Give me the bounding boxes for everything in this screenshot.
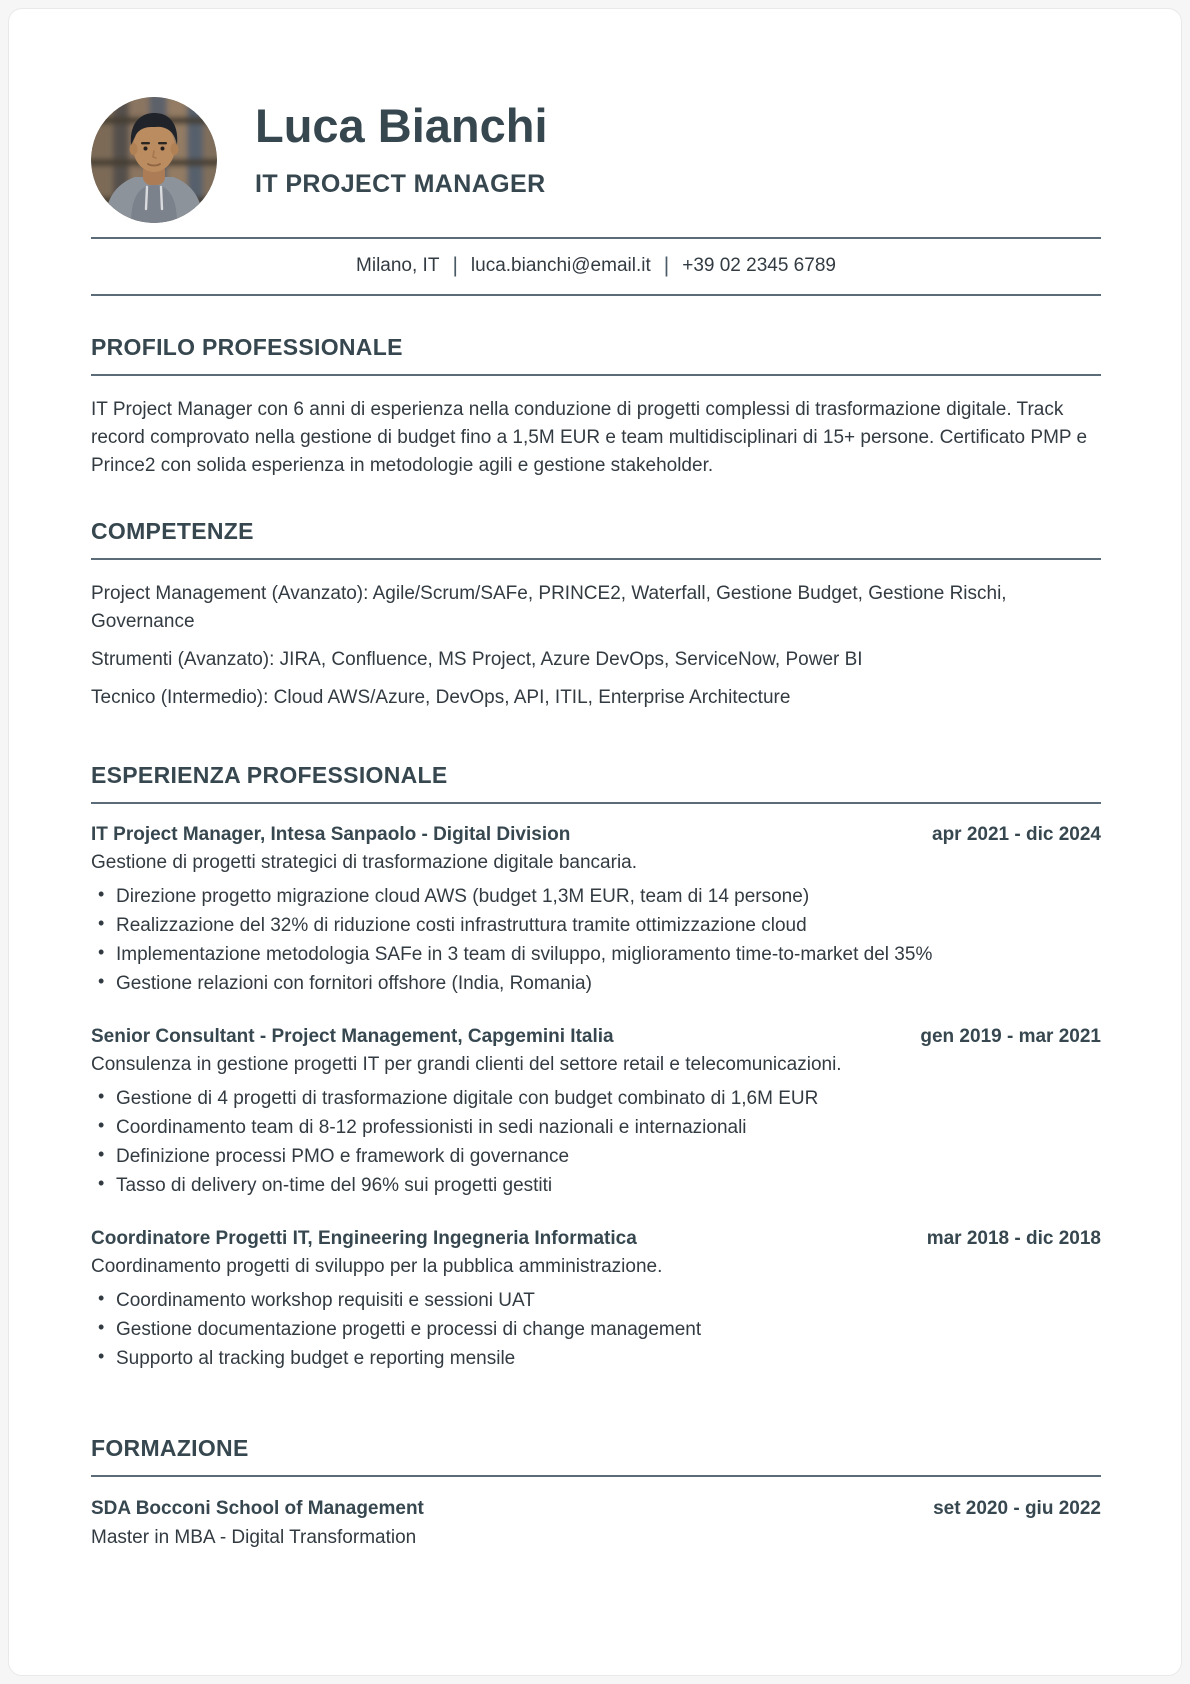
- section-heading-education: FORMAZIONE: [91, 1435, 249, 1461]
- job-bullet-list: [91, 1286, 1101, 1373]
- job-title: Coordinatore Progetti IT, Engineering Ingegneria Informatica: [91, 1228, 637, 1249]
- profile-photo: [91, 97, 217, 223]
- section-rule: [91, 374, 1101, 376]
- contact-phone: +39 02 2345 6789: [682, 255, 836, 276]
- job-bullet: • Realizzazione del 32% di riduzione costi infrastruttura tramite ottimizzazione cloud: [91, 911, 1101, 940]
- person-name: Luca Bianchi: [255, 99, 548, 152]
- skill-line: Tecnico (Intermedio): Cloud AWS/Azure, DevOps, API, ITIL, Enterprise Architecture: [91, 687, 791, 708]
- job-bullet-list: [91, 882, 1101, 998]
- profile-text: IT Project Manager con 6 anni di esperienza nella conduzione di progetti complessi di trasformazione digitale. Track record comprovato nella gestione di budget fino a 1,5M EUR e team multidisciplinari di 15+ persone. Certificato PMP e Prince2 con solida esperienza in metodologie agili e gestione stakeholder.: [91, 399, 1088, 476]
- job-title: IT Project Manager, Intesa Sanpaolo - Digital Division: [91, 824, 571, 845]
- job-bullet-list: [91, 1084, 1101, 1200]
- section-education: [91, 1435, 1101, 1552]
- job-bullet: • Coordinamento workshop requisiti e sessioni UAT: [91, 1286, 1101, 1315]
- contact-row: [91, 239, 1101, 294]
- job-bullet: • Tasso di delivery on-time del 96% sui progetti gestiti: [91, 1171, 1101, 1200]
- job-bullet: • Gestione di 4 progetti di trasformazione digitale con budget combinato di 1,6M EUR: [91, 1084, 1101, 1113]
- contact-separator: |: [663, 254, 670, 277]
- section-heading-skills: COMPETENZE: [91, 518, 254, 544]
- job-bullet: • Definizione processi PMO e framework di governance: [91, 1142, 1101, 1171]
- resume-page: [8, 8, 1182, 1676]
- contact-separator: |: [452, 254, 458, 277]
- section-heading-profile: PROFILO PROFESSIONALE: [91, 334, 403, 360]
- job-bullet: • Gestione relazioni con fornitori offshore (India, Romania): [91, 969, 1101, 998]
- job-title: Senior Consultant - Project Management, Capgemini Italia: [91, 1026, 614, 1047]
- section-skills: [91, 518, 1101, 712]
- job-bullet: • Direzione progetto migrazione cloud AWS (budget 1,3M EUR, team di 14 persone): [91, 882, 1101, 911]
- profile-photo-illustration: [91, 97, 217, 223]
- section-profile: [91, 334, 1101, 480]
- job-bullet: • Coordinamento team di 8-12 professionisti in sedi nazionali e internazionali: [91, 1113, 1101, 1142]
- job-entry: [91, 1225, 1101, 1373]
- job-summary: Coordinamento progetti di sviluppo per la pubblica amministrazione.: [91, 1256, 663, 1277]
- contact-email: luca.bianchi@email.it: [470, 255, 651, 276]
- job-entry: [91, 821, 1101, 998]
- job-dates: apr 2021 - dic 2024: [932, 824, 1101, 845]
- job-bullet: • Supporto al tracking budget e reporting mensile: [91, 1344, 1101, 1373]
- education-dates: set 2020 - giu 2022: [933, 1498, 1101, 1519]
- person-job-title: IT PROJECT MANAGER: [255, 170, 546, 199]
- job-bullet: • Gestione documentazione progetti e processi di change management: [91, 1315, 1101, 1344]
- job-bullet: • Implementazione metodologia SAFe in 3 team di sviluppo, miglioramento time-to-market del 35%: [91, 940, 1101, 969]
- skill-line: Project Management (Avanzato): Agile/Scrum/SAFe, PRINCE2, Waterfall, Gestione Budget, Gestione Rischi, Governance: [91, 583, 1007, 632]
- education-entry: [91, 1495, 1101, 1552]
- section-rule: [91, 1475, 1101, 1477]
- job-dates: gen 2019 - mar 2021: [920, 1026, 1101, 1047]
- job-entry: [91, 1023, 1101, 1200]
- header-text: [255, 89, 548, 199]
- education-school: SDA Bocconi School of Management: [91, 1498, 424, 1519]
- divider: [91, 294, 1101, 296]
- education-degree: Master in MBA - Digital Transformation: [91, 1527, 417, 1548]
- skill-line: Strumenti (Avanzato): JIRA, Confluence, MS Project, Azure DevOps, ServiceNow, Power BI: [91, 649, 863, 670]
- job-summary: Consulenza in gestione progetti IT per grandi clienti del settore retail e telecomunicazioni.: [91, 1054, 842, 1075]
- section-heading-experience: ESPERIENZA PROFESSIONALE: [91, 762, 448, 788]
- section-rule: [91, 558, 1101, 560]
- header: [91, 89, 1101, 223]
- section-rule: [91, 802, 1101, 804]
- section-experience: [91, 762, 1101, 1373]
- job-summary: Gestione di progetti strategici di trasformazione digitale bancaria.: [91, 852, 638, 873]
- contact-location: Milano, IT: [356, 255, 440, 276]
- job-dates: mar 2018 - dic 2018: [926, 1228, 1101, 1249]
